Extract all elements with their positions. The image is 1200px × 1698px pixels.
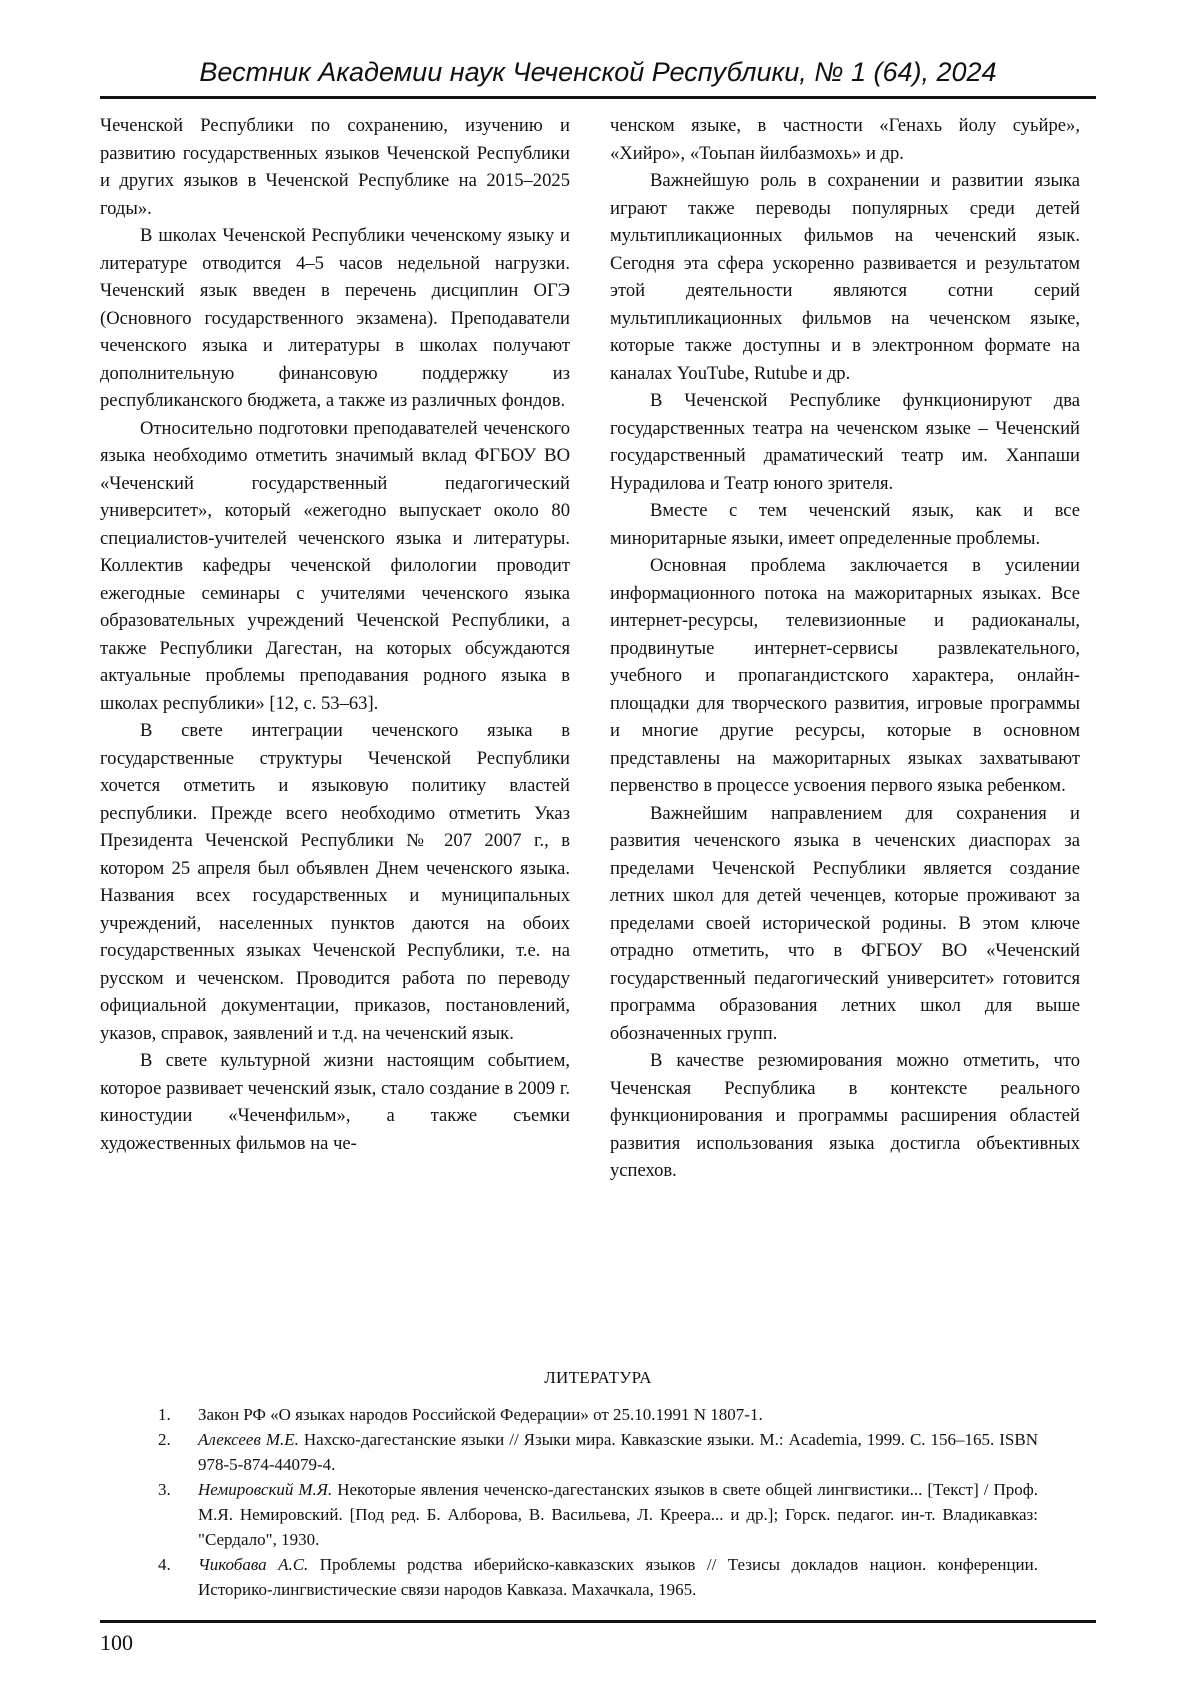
references-title: ЛИТЕРАТУРА	[544, 1368, 652, 1387]
reference-number: 2.	[158, 1430, 171, 1449]
paragraph: Важнейшую роль в сохранении и развитии языка играют также переводы популярных среди детей мультипликационных фильмов на чеченский язык. Сегодня эта сфера ускоренно развивается и результатом этой деятельности являются сотни серий мультипликационных фильмов на чеченском языке, которые также доступны и в электронном формате на каналах YouTube, Rutube и др.	[610, 170, 1080, 384]
reference-number: 4.	[158, 1555, 171, 1574]
paragraph: В свете культурной жизни настоящим событием, которое развивает чеченский язык, стало создание в 2009 г. киностудии «Чеченфильм», а также съемки художественных фильмов на че-	[100, 1050, 570, 1154]
paragraph: В Чеченской Республике функционируют два государственных театра на чеченском языке – Чеченский государственный драматический театр им. Ханпаши Нурадилова и Театр юного зрителя.	[610, 390, 1080, 494]
page-number: 100	[100, 1630, 133, 1655]
reference-item	[158, 1402, 1038, 1427]
reference-author: Чикобава А.С.	[198, 1555, 309, 1574]
reference-number: 1.	[158, 1405, 171, 1424]
paragraph: В качестве резюмирования можно отметить, что Чеченская Республика в контексте реального функционирования и программы расширения областей развития использования языка достигла объективных успехов.	[610, 1050, 1080, 1181]
footer-divider	[100, 1620, 1096, 1623]
reference-item	[158, 1477, 1038, 1552]
reference-item	[158, 1552, 1038, 1602]
paragraph: ченском языке, в частности «Генахь йолу суьйре», «Хийро», «Тоьпан йилбазмохь» и др.	[610, 115, 1080, 164]
reference-author: Немировский М.Я.	[198, 1480, 333, 1499]
header-divider	[100, 96, 1096, 99]
reference-text: Нахско-дагестанские языки // Языки мира. Кавказские языки. М.: Academia, 1999. С. 156–165. ISBN 978-5-874-44079-4.	[198, 1430, 1038, 1474]
left-text-column	[100, 112, 570, 1157]
paragraph: Относительно подготовки преподавателей чеченского языка необходимо отметить значимый вклад ФГБОУ ВО «Чеченский государственный педагогический университет», который «ежегодно выпускает около 80 специалистов-учителей чеченского языка и литературы. Коллектив кафедры чеченской филологии проводит ежегодные семинары с учителями чеченского языка образовательных учреждений Чеченской Республики, а также Республики Дагестан, на которых обсуждаются актуальные проблемы преподавания родного языка в школах республики» [12, с. 53–63].	[100, 417, 570, 714]
reference-text: Закон РФ «О языках народов Российской Федерации» от 25.10.1991 N 1807-1.	[198, 1405, 763, 1424]
references-list	[158, 1402, 1038, 1602]
right-text-column	[610, 112, 1080, 1185]
journal-header: Вестник Академии наук Чеченской Республики, № 1 (64), 2024	[199, 57, 997, 87]
paragraph: Основная проблема заключается в усилении информационного потока на мажоритарных языках. Все интернет-ресурсы, телевизионные и радиоканалы, продвинутые интернет-сервисы развлекательного, учебного и пропагандистского характера, онлайн-площадки для творческого развития, игровые программы и многие другие ресурсы, которые в основном представлены на мажоритарных языках захватывают первенство в процессе усвоения первого языка ребенком.	[610, 555, 1080, 796]
reference-text: Некоторые явления чеченско-дагестанских языков в свете общей лингвистики... [Текст] / Проф. М.Я. Немировский. [Под ред. Б. Алборова, В. Васильева, Л. Креера... и др.]; Горск. педагог. ин-т. Владикавказ: "Сердало", 1930.	[198, 1480, 1038, 1549]
reference-text: Проблемы родства иберийско-кавказских языков // Тезисы докладов национ. конференции. Историко-лингвистические связи народов Кавказа. Махачкала, 1965.	[198, 1555, 1038, 1599]
paragraph: Важнейшим направлением для сохранения и развития чеченского языка в чеченских диаспорах за пределами Чеченской Республики является создание летних школ для детей чеченцев, которые проживают за пределами своей исторической родины. В этом ключе отрадно отметить, что в ФГБОУ ВО «Чеченский государственный педагогический университет» готовится программа образования летних школ для выше обозначенных групп.	[610, 802, 1080, 1044]
paragraph: В школах Чеченской Республики чеченскому языку и литературе отводится 4–5 часов недельной нагрузки. Чеченский язык введен в перечень дисциплин ОГЭ (Основного государственного экзамена). Преподаватели чеченского языка и литературы в школах получают дополнительную финансовую поддержку из республиканского бюджета, а также из различных фондов.	[100, 225, 570, 411]
paragraph: В свете интеграции чеченского языка в государственные структуры Чеченской Республики хочется отметить и языковую политику властей республики. Прежде всего необходимо отметить Указ Президента Чеченской Республики № 207 2007 г., в котором 25 апреля был объявлен Днем чеченского языка. Названия всех государственных и муниципальных учреждений, населенных пунктов даются на обоих государственных языках Чеченской Республики, т.е. на русском и чеченском. Проводится работа по переводу официальной документации, приказов, постановлений, указов, справок, заявлений и т.д. на чеченский язык.	[100, 720, 570, 1044]
reference-item	[158, 1427, 1038, 1477]
reference-author: Алексеев М.Е.	[198, 1430, 299, 1449]
paragraph: Вместе с тем чеченский язык, как и все миноритарные языки, имеет определенные проблемы.	[610, 500, 1080, 549]
reference-number: 3.	[158, 1480, 171, 1499]
paragraph: Чеченской Республики по сохранению, изучению и развитию государственных языков Чеченской Республики и других языков в Чеченской Республике на 2015–2025 годы».	[100, 115, 570, 219]
